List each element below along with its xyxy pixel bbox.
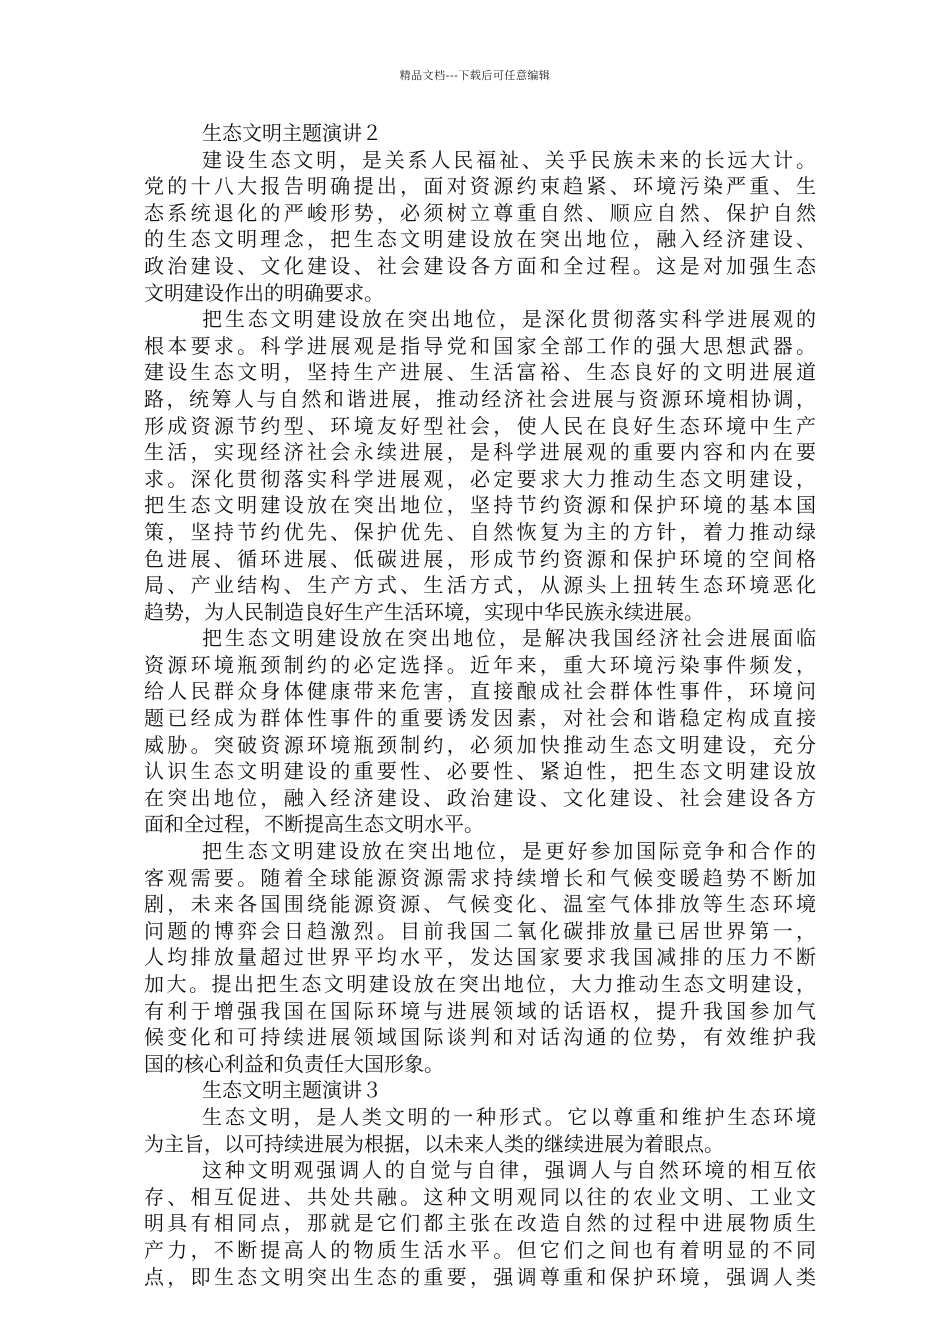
text-line: 明具有相同点，那就是它们都主张在改造自然的过程中进展物质生 <box>144 1211 816 1236</box>
text-line: 面和全过程，不断提高生态文明水平。 <box>144 812 484 837</box>
section-title <box>144 120 816 147</box>
text-line: 的生态文明理念，把生态文明建设放在突出地位，融入经济建设、 <box>144 227 816 252</box>
page-header: 精品文档---下载后可任意编辑 <box>399 69 551 82</box>
text-line: 国的核心利益和负责任大国形象。 <box>144 1051 444 1076</box>
paragraph <box>144 1104 816 1157</box>
text-line: 形成资源节约型、环境友好型社会，使人民在良好生态环境中生产 <box>144 413 816 438</box>
text-line: 存、相互促进、共处共融。这种文明观同以往的农业文明、工业文 <box>144 1184 816 1209</box>
text-line: 威胁。突破资源环境瓶颈制约，必须加快推动生态文明建设，充分 <box>144 732 816 757</box>
text-line: 剧，未来各国围绕能源资源、气候变化、温室气体排放等生态环境 <box>144 892 816 917</box>
text-line: 有利于增强我国在国际环境与进展领域的话语权，提升我国参加气 <box>144 998 816 1023</box>
text-line: 色进展、循环进展、低碳进展，形成节约资源和保护环境的空间格 <box>144 546 816 571</box>
text-line: 局、产业结构、生产方式、生活方式，从源头上扭转生态环境恶化 <box>144 573 816 598</box>
text-line: 把生态文明建设放在突出地位，是更好参加国际竞争和合作的 <box>202 839 816 864</box>
paragraph <box>144 625 816 838</box>
text-line: 这种文明观强调人的自觉与自律，强调人与自然环境的相互依 <box>202 1158 816 1183</box>
paragraph <box>144 1157 816 1290</box>
text-line: 建设生态文明，坚持生产进展、生活富裕、生态良好的文明进展道 <box>144 360 816 385</box>
paragraph <box>144 147 816 307</box>
text-line: 在突出地位，融入经济建设、政治建设、文化建设、社会建设各方 <box>144 785 816 810</box>
document-body <box>144 120 816 1290</box>
text-line: 加大。提出把生态文明建设放在突出地位，大力推动生态文明建设， <box>144 972 816 996</box>
text-line: 题已经成为群体性事件的重要诱发因素，对社会和谐稳定构成直接 <box>144 706 816 731</box>
text-line: 生活，实现经济社会永续进展，是科学进展观的重要内容和内在要 <box>144 440 816 465</box>
text-line: 认识生态文明建设的重要性、必要性、紧迫性，把生态文明建设放 <box>144 759 816 784</box>
text-line: 问题的博弈会日趋激烈。目前我国二氧化碳排放量已居世界第一， <box>144 918 816 943</box>
title-line: 生态文明主题演讲２ <box>202 121 382 145</box>
text-line: 为主旨，以可持续进展为根据，以未来人类的继续进展为着眼点。 <box>144 1131 724 1156</box>
title-line: 生态文明主题演讲３ <box>202 1078 382 1103</box>
text-line: 党的十八大报告明确提出，面对资源约束趋紧、环境污染严重、生 <box>144 174 816 199</box>
text-line: 态系统退化的严峻形势，必须树立尊重自然、顺应自然、保护自然 <box>144 200 816 225</box>
text-line: 产力，不断提高人的物质生活水平。但它们之间也有着明显的不同 <box>144 1237 816 1262</box>
section-title <box>144 1077 816 1104</box>
text-line: 资源环境瓶颈制约的必定选择。近年来，重大环境污染事件频发， <box>144 652 816 677</box>
text-line: 政治建设、文化建设、社会建设各方面和全过程。这是对加强生态 <box>144 253 816 278</box>
text-line: 把生态文明建设放在突出地位，坚持节约资源和保护环境的基本国 <box>144 493 816 518</box>
text-line: 点，即生态文明突出生态的重要，强调尊重和保护环境，强调人类 <box>144 1264 816 1289</box>
text-line: 根本要求。科学进展观是指导党和国家全部工作的强大思想武器。 <box>144 333 816 358</box>
text-line: 把生态文明建设放在突出地位，是解决我国经济社会进展面临 <box>202 626 816 651</box>
paragraph <box>144 838 816 1077</box>
text-line: 候变化和可持续进展领域国际谈判和对话沟通的位势，有效维护我 <box>144 1025 816 1050</box>
text-line: 人均排放量超过世界平均水平，发达国家要求我国减排的压力不断 <box>144 945 816 970</box>
text-line: 求。深化贯彻落实科学进展观，必定要求大力推动生态文明建设， <box>144 466 816 491</box>
text-line: 给人民群众身体健康带来危害，直接酿成社会群体性事件，环境问 <box>144 679 816 704</box>
text-line: 生态文明，是人类文明的一种形式。它以尊重和维护生态环境 <box>202 1104 816 1129</box>
text-line: 文明建设作出的明确要求。 <box>144 280 384 305</box>
text-line: 策，坚持节约优先、保护优先、自然恢复为主的方针，着力推动绿 <box>144 519 816 544</box>
text-line: 趋势，为人民制造良好生产生活环境，实现中华民族永续进展。 <box>144 599 704 624</box>
text-line: 客观需要。随着全球能源资源需求持续增长和气候变暖趋势不断加 <box>144 865 816 890</box>
text-line: 路，统筹人与自然和谐进展，推动经济社会进展与资源环境相协调， <box>144 386 816 411</box>
paragraph <box>144 306 816 625</box>
text-line: 把生态文明建设放在突出地位，是深化贯彻落实科学进展观的 <box>202 307 816 332</box>
text-line: 建设生态文明，是关系人民福祉、关乎民族未来的长远大计。 <box>202 147 816 172</box>
